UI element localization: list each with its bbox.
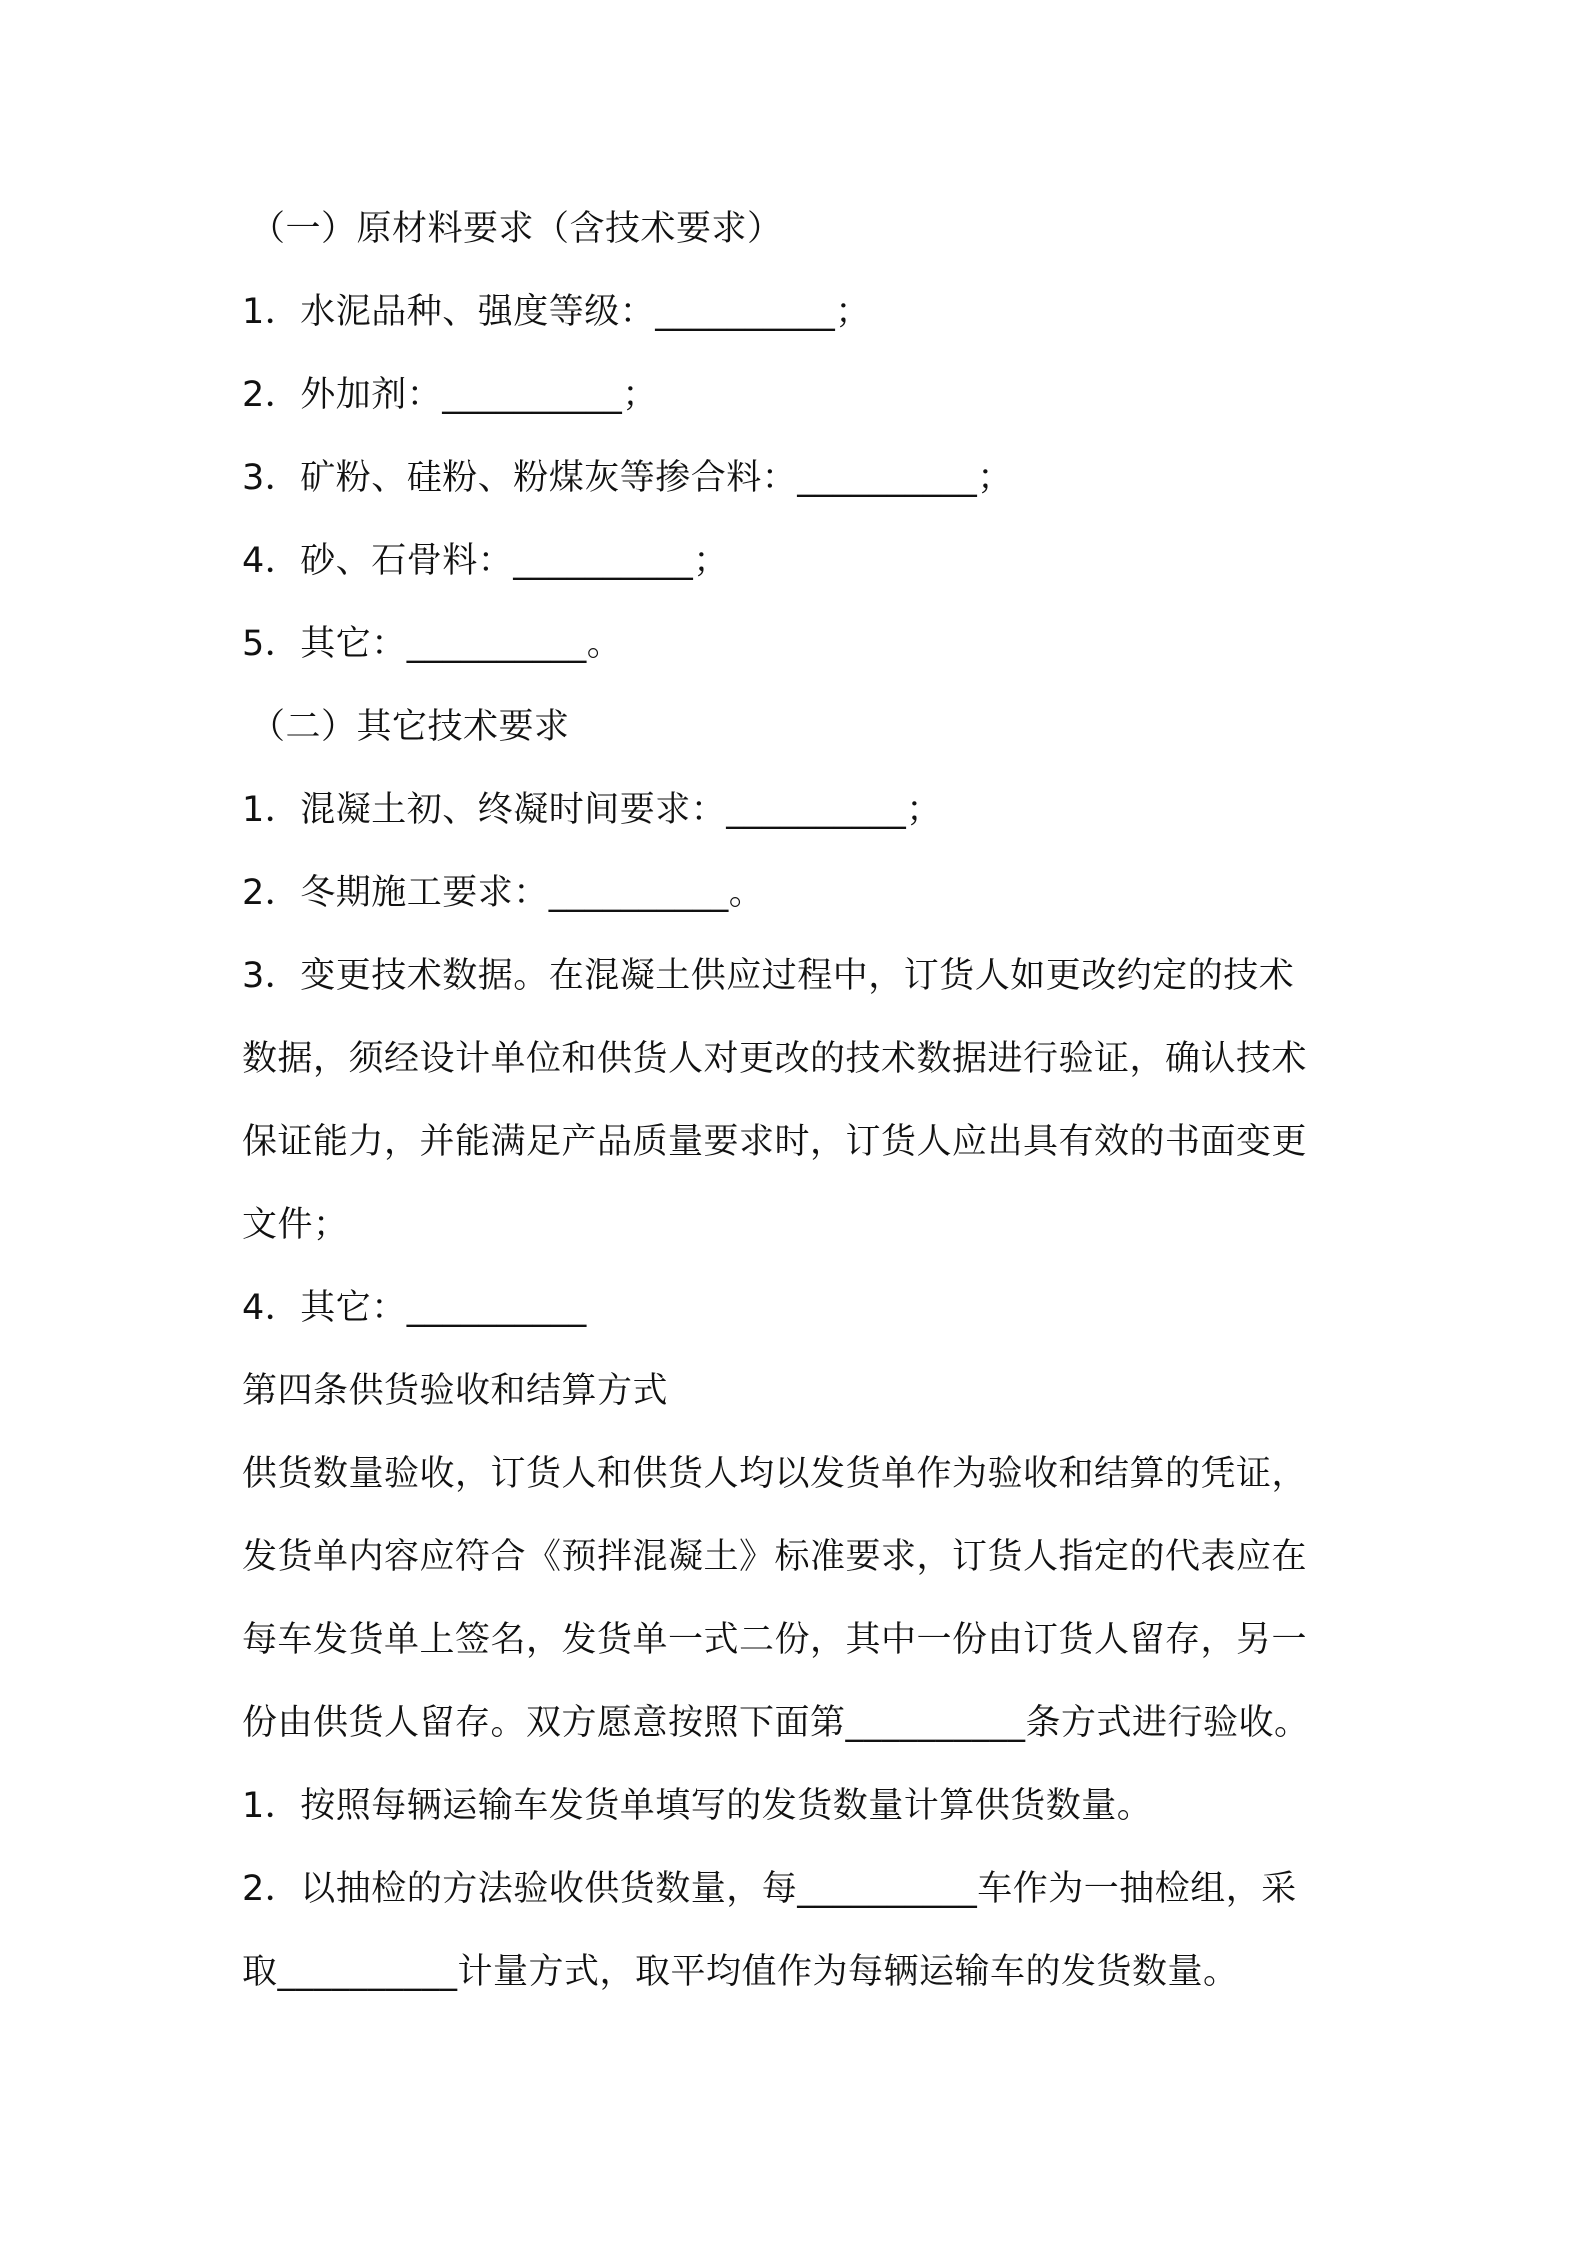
list-item: 2．冬期施工要求：__________。 xyxy=(242,873,765,913)
paragraph-line: 3．变更技术数据。在混凝土供应过程中，订货人如更改约定的技术 xyxy=(242,956,1295,996)
paragraph-line: 数据，须经设计单位和供货人对更改的技术数据进行验证，确认技术 xyxy=(242,1039,1308,1079)
list-item: 4．其它：__________ xyxy=(242,1288,587,1328)
paragraph-line: 保证能力，并能满足产品质量要求时，订货人应出具有效的书面变更 xyxy=(242,1122,1308,1162)
list-item: 1．水泥品种、强度等级：__________； xyxy=(242,292,871,332)
paragraph-line: 取__________计量方式，取平均值作为每辆运输车的发货数量。 xyxy=(242,1952,1239,1992)
list-item: 4．砂、石骨料：__________； xyxy=(242,541,729,581)
list-item: 1．按照每辆运输车发货单填写的发货数量计算供货数量。 xyxy=(242,1786,1153,1826)
section-heading-raw-materials: （一）原材料要求（含技术要求） xyxy=(250,209,783,249)
paragraph-line: 份由供货人留存。双方愿意按照下面第__________条方式进行验收。 xyxy=(242,1703,1310,1743)
list-item: 5．其它：__________。 xyxy=(242,624,623,664)
list-item: 3．矿粉、硅粉、粉煤灰等掺合料：__________； xyxy=(242,458,1013,498)
list-item: 2．外加剂：__________； xyxy=(242,375,658,415)
paragraph-line: 每车发货单上签名，发货单一式二份，其中一份由订货人留存，另一 xyxy=(242,1620,1308,1660)
paragraph-line: 供货数量验收，订货人和供货人均以发货单作为验收和结算的凭证， xyxy=(242,1454,1308,1494)
list-item: 1．混凝土初、终凝时间要求：__________； xyxy=(242,790,942,830)
list-item: 2．以抽检的方法验收供货数量，每__________车作为一抽检组，采 xyxy=(242,1869,1297,1909)
paragraph-line: 发货单内容应符合《预拌混凝土》标准要求，订货人指定的代表应在 xyxy=(242,1537,1308,1577)
article-heading: 第四条供货验收和结算方式 xyxy=(242,1371,669,1411)
paragraph-line: 文件； xyxy=(242,1205,349,1245)
section-heading-other-technical: （二）其它技术要求 xyxy=(250,707,570,747)
